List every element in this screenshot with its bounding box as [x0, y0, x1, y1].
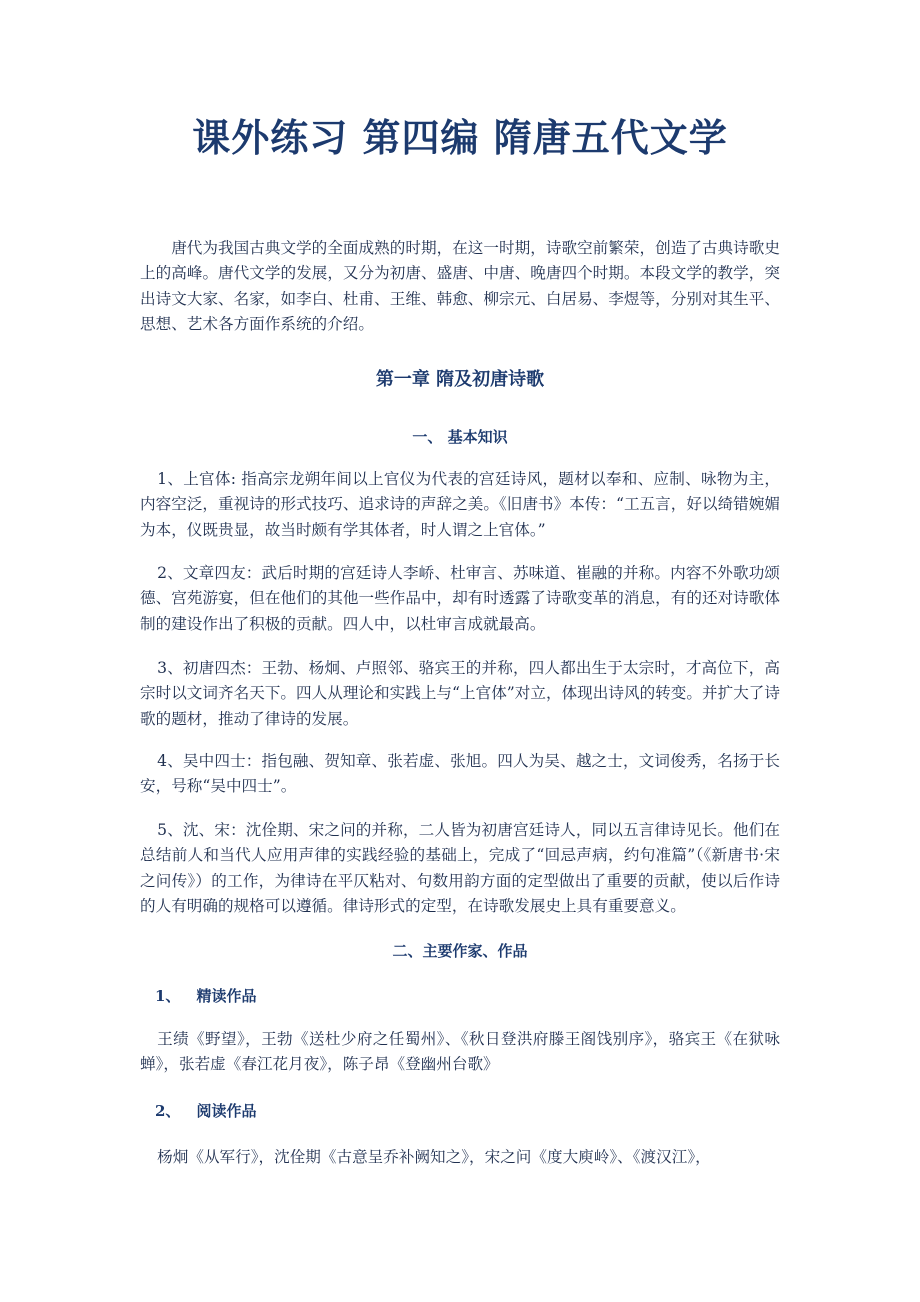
subheading-intensive-reading	[155, 984, 256, 1008]
chapter-title: 第一章 隋及初唐诗歌	[375, 369, 545, 390]
knowledge-item-1: 1、上官体: 指高宗龙朔年间以上官仪为代表的宫廷诗风，题材以奉和、应制、咏物为主，内容空泛，重视诗的形式技巧、追求诗的声辞之美。《旧唐书》本传：“工五言，好以绮错婉媚为本，仪既贵显，故当时颇有学其体者，时人谓之上官体。”	[140, 470, 780, 539]
section-title-basic-knowledge: 一、 基本知识	[412, 428, 508, 446]
subheading-label: 阅读作品	[196, 1102, 257, 1120]
subheading-general-reading	[155, 1099, 256, 1123]
document-title: 课外练习 第四编 隋唐五代文学	[192, 115, 728, 160]
subheading-number: 1、	[155, 987, 181, 1005]
section-title-authors-works: 二、主要作家、作品	[392, 942, 528, 960]
knowledge-item-2: 2、文章四友：武后时期的宫廷诗人李峤、杜审言、苏味道、崔融的并称。内容不外歌功颂德、宫苑游宴，但在他们的其他一些作品中，却有时透露了诗歌变革的消息，有的还对诗歌体制的建设作出了积极的贡献。四人中，以杜审言成就最高。	[140, 564, 780, 633]
subheading-label: 精读作品	[196, 987, 257, 1005]
subheading-number: 2、	[155, 1102, 181, 1120]
intensive-reading-list: 王绩《野望》，王勃《送杜少府之任蜀州》、《秋日登洪府滕王阁饯别序》，骆宾王《在狱咏蝉》，张若虚《春江花月夜》，陈子昂《登幽州台歌》	[140, 1030, 780, 1074]
general-reading-list: 杨炯《从军行》，沈佺期《古意呈乔补阙知之》，宋之问《度大庾岭》、《渡汉江》，	[157, 1148, 711, 1166]
knowledge-item-3: 3、初唐四杰：王勃、杨炯、卢照邻、骆宾王的并称，四人都出生于太宗时，才高位下，高宗时以文词齐名天下。四人从理论和实践上与“上官体”对立，体现出诗风的转变。并扩大了诗歌的题材，推动了律诗的发展。	[140, 659, 780, 728]
intro-paragraph: 唐代为我国古典文学的全面成熟的时期，在这一时期，诗歌空前繁荣，创造了古典诗歌史上的高峰。唐代文学的发展，又分为初唐、盛唐、中唐、晚唐四个时期。本段文学的教学，突出诗文大家、名家，如李白、杜甫、王维、韩愈、柳宗元、白居易、李煜等，分别对其生平、思想、艺术各方面作系统的介绍。	[140, 239, 780, 334]
knowledge-item-4: 4、吴中四士：指包融、贺知章、张若虚、张旭。四人为吴、越之士，文词俊秀，名扬于长安，号称“吴中四士”。	[140, 752, 780, 796]
knowledge-item-5: 5、沈、宋：沈佺期、宋之问的并称，二人皆为初唐宫廷诗人，同以五言律诗见长。他们在总结前人和当代人应用声律的实践经验的基础上，完成了“回忌声病，约句准篇”（《新唐书·宋之问传》）的工作，为律诗在平仄粘对、句数用韵方面的定型做出了重要的贡献，使以后作诗的人有明确的规格可以遵循。律诗形式的定型，在诗歌发展史上具有重要意义。	[140, 821, 780, 916]
